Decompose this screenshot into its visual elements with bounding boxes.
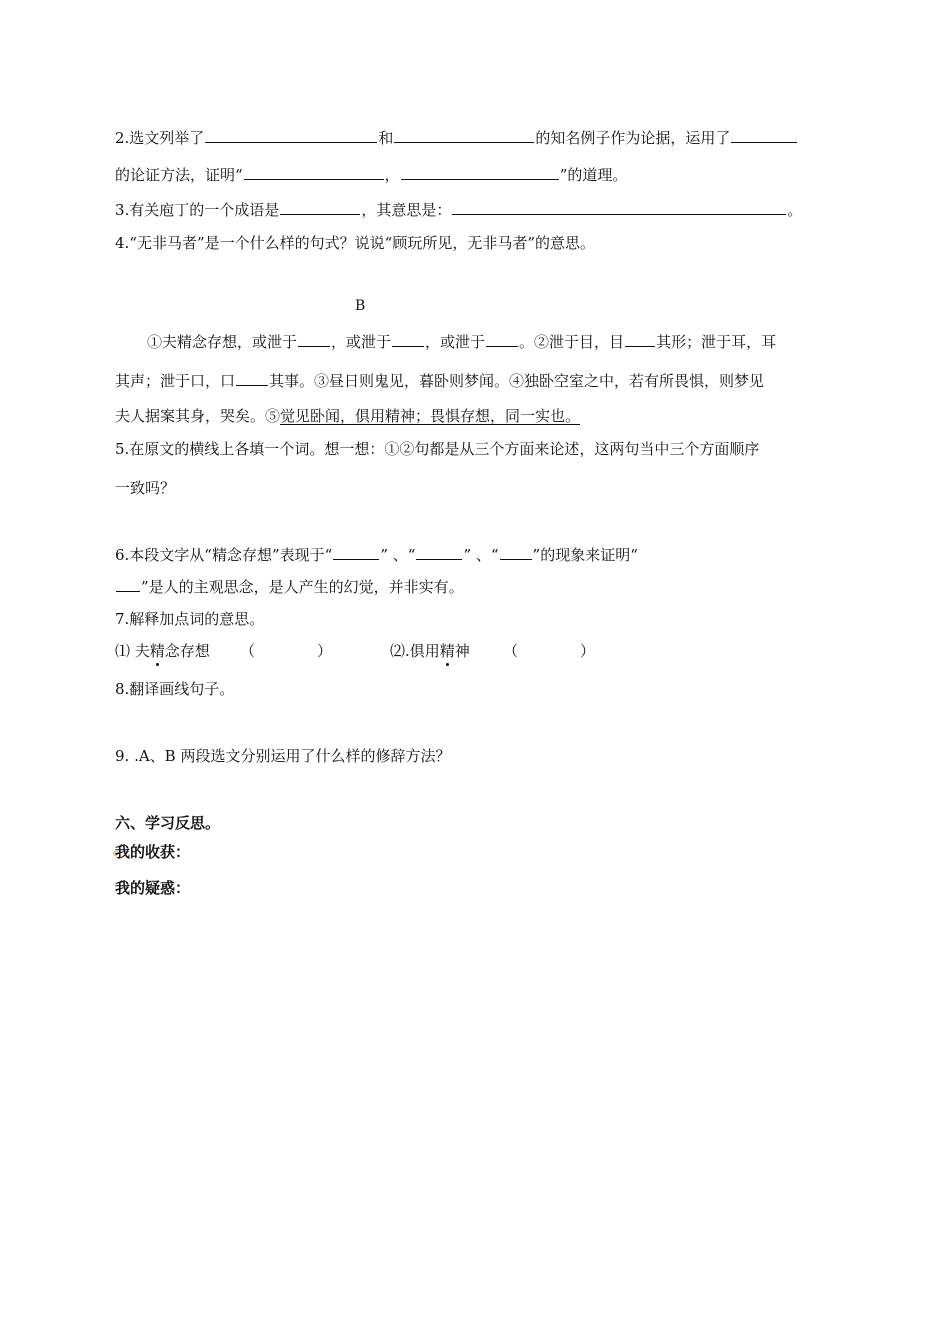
q3-blank-1[interactable]	[280, 199, 360, 215]
q5-line2: 一致吗？	[115, 479, 176, 497]
q2-line2	[115, 164, 627, 185]
paren-close: ）	[317, 642, 333, 660]
q3-blank-2[interactable]	[452, 199, 786, 215]
q7-paren-2[interactable]	[503, 641, 595, 661]
q7-title: 7.解释加点词的意思。	[115, 610, 265, 628]
passage-blank-5[interactable]	[236, 370, 268, 386]
q2-blank-2[interactable]	[394, 127, 534, 143]
q6-blank-2[interactable]	[416, 544, 462, 560]
q4-line: 4.“无非马者”是一个什么样的句式？说说“顾玩所见，无非马者”的意思。	[115, 234, 595, 252]
q3-text: ，其意思是：	[361, 201, 452, 219]
dotted-word-2: 精	[439, 642, 455, 660]
q6-line2	[115, 576, 464, 597]
passage-text: ，或泄于	[331, 333, 392, 351]
q7-text: ⑵.俱用	[390, 642, 440, 660]
q6-blank-4[interactable]	[116, 576, 140, 592]
q3-line	[115, 199, 802, 220]
passage-text: ，或泄于	[425, 333, 486, 351]
gain-label: 我的收获：	[115, 843, 191, 861]
q7-item2	[390, 641, 470, 661]
passage-text: ①夫精念存想，或泄于	[147, 333, 298, 351]
paren-open: （	[503, 642, 519, 660]
passage-blank-1[interactable]	[298, 331, 330, 347]
q6-text: ” 、“	[380, 546, 416, 564]
q7-text: ⑴ 夫	[115, 642, 150, 660]
q7-item1	[115, 641, 210, 661]
passage-line3	[115, 406, 580, 426]
passage-text: 。②泄于目，目	[519, 333, 625, 351]
passage-text: 其形；泄于耳，耳	[656, 333, 777, 351]
q2-text: 和	[378, 129, 394, 147]
underlined-sentence: 觉见卧闻，俱用精神；畏惧存想，同一实也。	[280, 407, 581, 425]
q6-text: 6.本段文字从“精念存想”表现于“	[115, 546, 333, 564]
q7-text: 念存想	[164, 642, 210, 660]
section6-title: 六、学习反思。	[115, 814, 221, 832]
q2-blank-3[interactable]	[731, 127, 797, 143]
q6-text: ” 、“	[463, 546, 499, 564]
q8-line: 8.翻译画线句子。	[115, 680, 235, 698]
passage-blank-4[interactable]	[625, 331, 655, 347]
section-b-label: B	[355, 298, 366, 314]
passage-line2	[115, 370, 764, 391]
passage-text: 其声；泄于口，口	[115, 372, 236, 390]
q2-text: ，	[384, 166, 400, 184]
passage-line1	[147, 331, 776, 352]
q2-blank-1[interactable]	[205, 127, 377, 143]
doubt-label: 我的疑惑：	[115, 879, 191, 897]
passage-blank-2[interactable]	[392, 331, 424, 347]
paren-close: ）	[580, 642, 596, 660]
passage-text: 其事。③昼日则鬼见，暮卧则梦闻。④独卧空室之中，若有所畏惧，则梦见	[269, 372, 765, 390]
q2-text: 2.选文列举了	[115, 129, 205, 147]
paren-open: （	[240, 642, 256, 660]
passage-text: 夫人据案其身，哭矣。⑤	[115, 407, 281, 425]
q6-text: ”是人的主观思念，是人产生的幻觉，并非实有。	[141, 578, 464, 596]
q2-blank-5[interactable]	[401, 164, 559, 180]
q2-blank-4[interactable]	[244, 164, 384, 180]
q2-text: ”的道理。	[559, 166, 628, 184]
passage-blank-3[interactable]	[486, 331, 518, 347]
q7-paren-1[interactable]	[240, 641, 332, 661]
q2-text: 的知名例子作为论据，运用了	[535, 129, 731, 147]
q3-text: 。	[787, 201, 803, 219]
q6-blank-1[interactable]	[333, 544, 379, 560]
dotted-word-1: 精	[149, 642, 165, 660]
q2-line1	[115, 127, 798, 148]
q7-text: 神	[454, 642, 470, 660]
q9-line: 9. .A、B 两段选文分别运用了什么样的修辞方法？	[115, 747, 451, 765]
q6-text: ”的现象来证明“	[532, 546, 638, 564]
q6-line1	[115, 544, 638, 565]
q6-blank-3[interactable]	[500, 544, 532, 560]
q2-text: 的论证方法，证明“	[115, 166, 243, 184]
q3-text: 3.有关庖丁的一个成语是	[115, 201, 280, 219]
q5-line1: 5.在原文的横线上各填一个词。想一想：①②句都是从三个方面来论述，这两句当中三个方面顺序	[115, 440, 760, 458]
